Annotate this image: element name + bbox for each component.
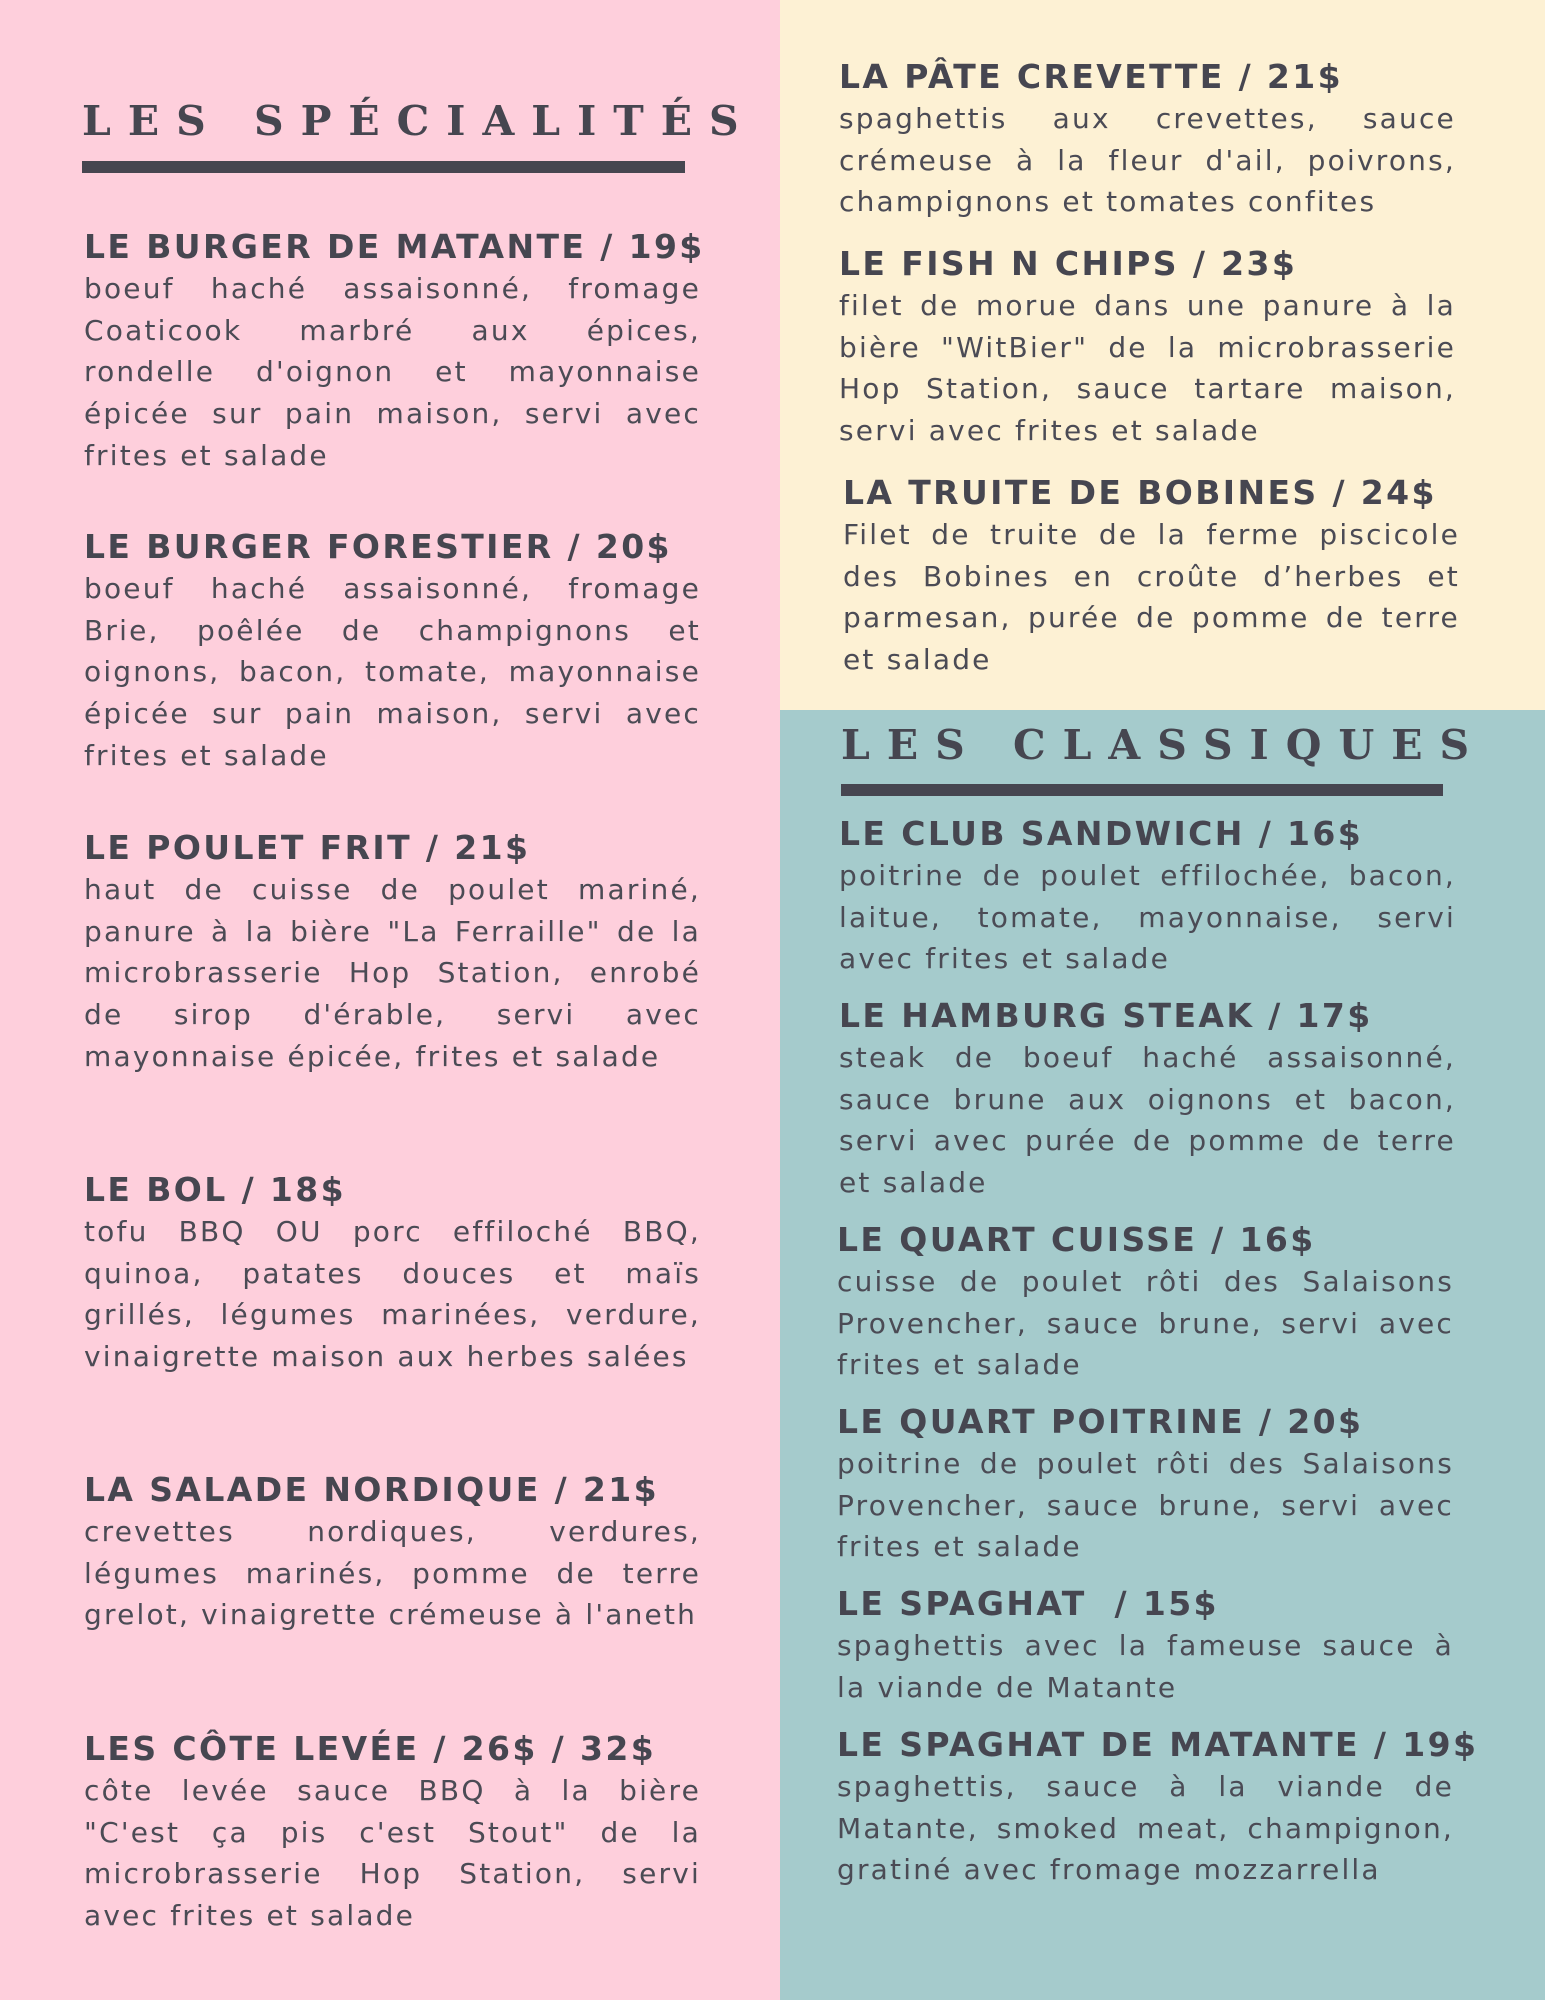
menu-item-burger-de-matante <box>84 225 705 477</box>
menu-item-description: spaghettis aux crevettes, sauce crémeuse à la fleur d'ail, poivrons, champignons et tomates confites <box>839 102 1456 219</box>
menu-item-description: crevettes nordiques, verdures, légumes marinés, pomme de terre grelot, vinaigrette crémeuse à l'aneth <box>84 1515 701 1632</box>
menu-item-description: cuisse de poulet rôti des Salaisons Provencher, sauce brune, servi avec frites et salade <box>837 1265 1454 1382</box>
menu-item-description: spaghettis, sauce à la viande de Matante, smoked meat, champignon, gratiné avec fromage mozzarrella <box>837 1770 1454 1887</box>
menu-item-name: LE BURGER DE MATANTE / 19$ <box>84 227 705 266</box>
menu-item-description: filet de morue dans une panure à la bière "WitBier" de la microbrasserie Hop Station, sauce tartare maison, servi avec frites et salade <box>839 289 1456 448</box>
menu-item-fish-n-chips <box>839 242 1456 452</box>
menu-item-description: côte levée sauce BBQ à la bière "C'est ça pis c'est Stout" de la microbrasserie Hop Station, servi avec frites et salade <box>84 1774 701 1933</box>
menu-item-description: spaghettis avec la fameuse sauce à la viande de Matante <box>837 1629 1454 1704</box>
menu-item-description: steak de boeuf haché assaisonné, sauce brune aux oignons et bacon, servi avec purée de pomme de terre et salade <box>839 1041 1456 1200</box>
menu-item-name: LE QUART CUISSE / 16$ <box>837 1220 1316 1259</box>
menu-item-cote-levee <box>84 1727 701 1937</box>
menu-item-name: LE BOL / 18$ <box>84 1170 347 1209</box>
specialites-heading-rule <box>82 161 685 173</box>
menu-item-truite-de-bobines <box>843 471 1460 681</box>
menu-item-name: LE FISH N CHIPS / 23$ <box>839 244 1298 283</box>
menu-item-description: tofu BBQ OU porc effiloché BBQ, quinoa, patates douces et maïs grillés, légumes marinées, verdure, vinaigrette maison aux herbes salées <box>84 1215 701 1374</box>
menu-item-burger-forestier <box>84 525 701 777</box>
menu-item-name: LA PÂTE CREVETTE / 21$ <box>839 57 1344 96</box>
classiques-heading-rule <box>841 784 1443 796</box>
menu-item-poulet-frit <box>84 826 701 1078</box>
menu-item-name: LA TRUITE DE BOBINES / 24$ <box>843 473 1437 512</box>
menu-item-spaghat-de-matante <box>837 1723 1479 1891</box>
menu-item-description: haut de cuisse de poulet mariné, panure à la bière "La Ferraille" de la microbrasserie Hop Station, enrobé de sirop d'érable, servi avec mayonnaise épicée, frites et salade <box>84 873 701 1073</box>
menu-item-hamburg-steak <box>839 994 1456 1204</box>
menu-item-le-bol <box>84 1168 701 1378</box>
menu-item-name: LES CÔTE LEVÉE / 26$ / 32$ <box>84 1729 657 1768</box>
menu-item-name: LE QUART POITRINE / 20$ <box>837 1402 1364 1441</box>
menu-item-description: boeuf haché assaisonné, fromage Coaticook marbré aux épices, rondelle d'oignon et mayonnaise épicée sur pain maison, servi avec frites et salade <box>84 272 701 472</box>
menu-item-salade-nordique <box>84 1468 701 1636</box>
menu-item-description: Filet de truite de la ferme piscicole des Bobines en croûte d’herbes et parmesan, purée de pomme de terre et salade <box>843 518 1460 677</box>
menu-item-quart-poitrine <box>837 1400 1454 1568</box>
menu-item-quart-cuisse <box>837 1218 1454 1386</box>
menu-item-name: LE CLUB SANDWICH / 16$ <box>839 814 1364 853</box>
menu-item-name: LE POULET FRIT / 21$ <box>84 828 531 867</box>
menu-item-name: LE SPAGHAT / 15$ <box>837 1584 1219 1623</box>
menu-item-name: LA SALADE NORDIQUE / 21$ <box>84 1470 660 1509</box>
menu-item-name: LE HAMBURG STEAK / 17$ <box>839 996 1373 1035</box>
menu-item-club-sandwich <box>839 812 1456 980</box>
menu-item-spaghat <box>837 1582 1454 1708</box>
menu-item-description: poitrine de poulet rôti des Salaisons Provencher, sauce brune, servi avec frites et salade <box>837 1447 1454 1564</box>
menu-item-description: boeuf haché assaisonné, fromage Brie, poêlée de champignons et oignons, bacon, tomate, mayonnaise épicée sur pain maison, servi avec frites et salade <box>84 572 701 772</box>
menu-item-name: LE BURGER FORESTIER / 20$ <box>84 527 672 566</box>
menu-item-name: LE SPAGHAT DE MATANTE / 19$ <box>837 1725 1479 1764</box>
classiques-heading: LES CLASSIQUES <box>841 721 1487 769</box>
menu-item-pate-crevette <box>839 55 1456 223</box>
specialites-heading: LES SPÉCIALITÉS <box>82 97 756 145</box>
menu-item-description: poitrine de poulet effilochée, bacon, laitue, tomate, mayonnaise, servi avec frites et salade <box>839 859 1456 976</box>
